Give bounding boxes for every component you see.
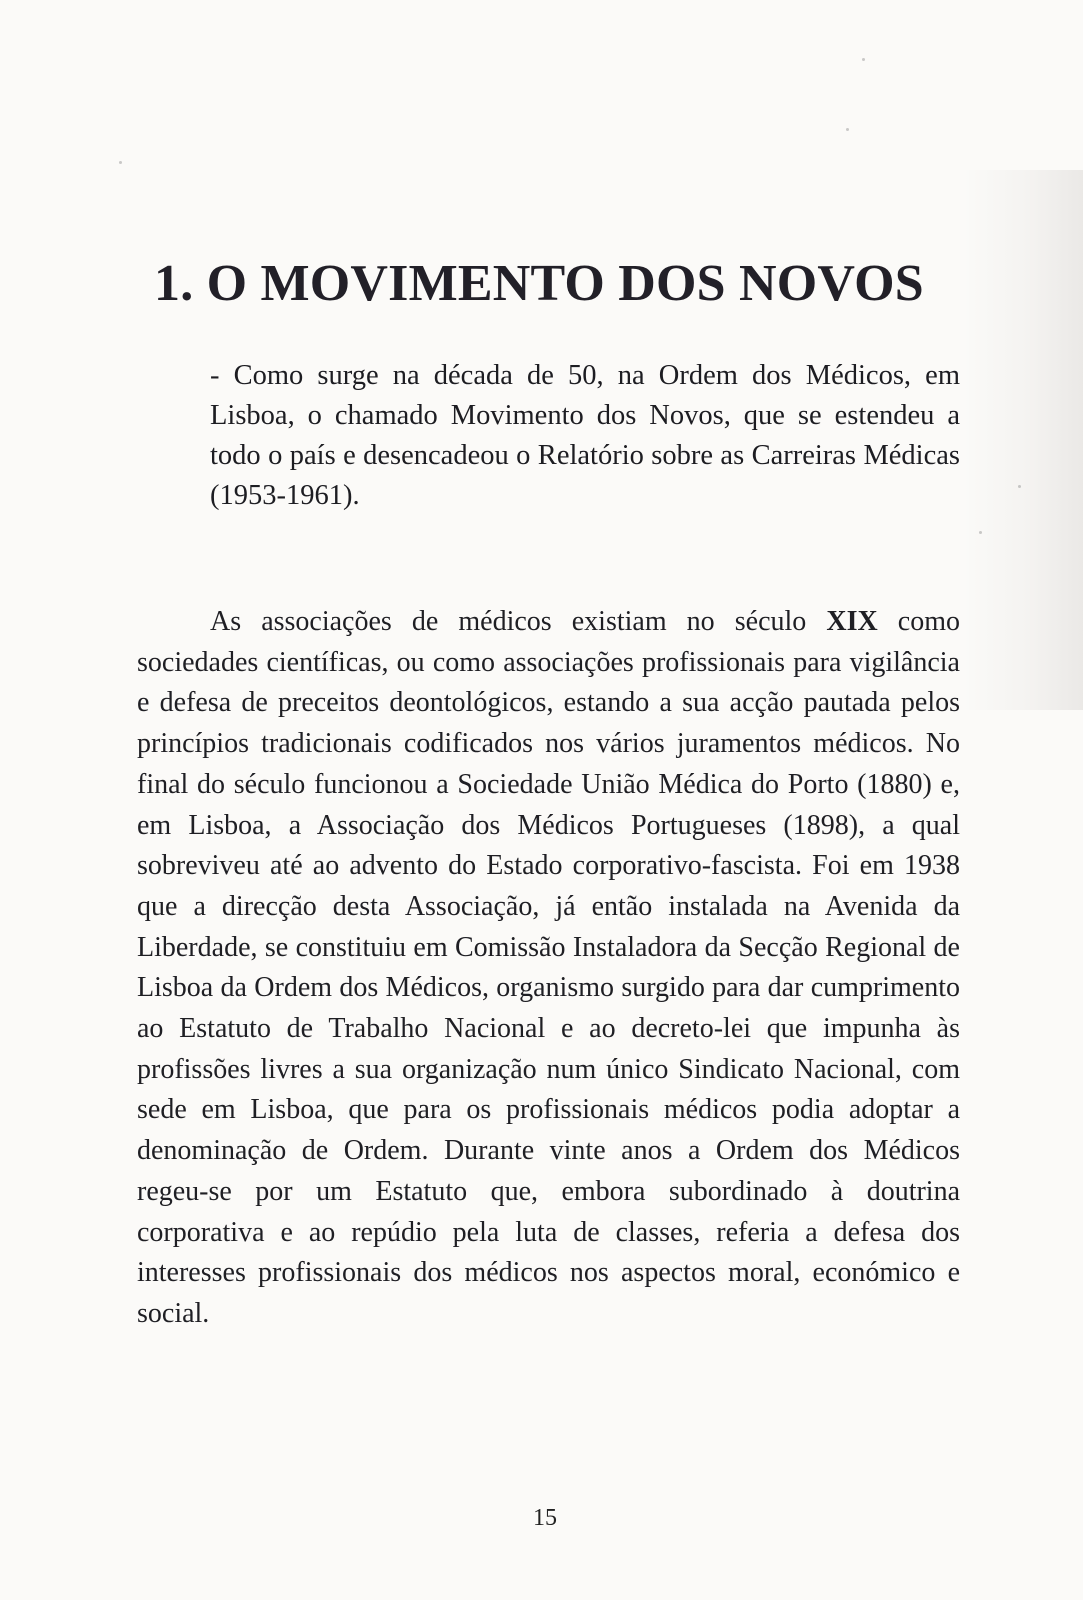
paper-speck [862, 58, 865, 61]
body-text-start: As associações de médicos existiam no século [210, 606, 827, 637]
chapter-summary: - Como surge na década de 50, na Ordem dos Médicos, em Lisboa, o chamado Movimento dos Novos, que se estendeu a todo o país e desencadeou o Relatório sobre as Carreiras Médicas (1953-1961). [210, 360, 960, 511]
chapter-heading: 1. O MOVIMENTO DOS NOVOS [154, 255, 924, 312]
show-through-shadow [963, 170, 1083, 710]
roman-century-term: XIX [826, 606, 878, 637]
paper-speck [1018, 485, 1021, 488]
body-text-continuation: como sociedades científicas, ou como associações profissionais para vigilância e defesa de preceitos deontológicos, estando a sua acção pautada pelos princípios tradicionais codificados nos vários juramentos médicos. No final do século funcionou a Sociedade União Médica do Porto (1880) e, em Lisboa, a Associação dos Médicos Portugueses (1898), a qual sobreviveu até ao advento do Estado corporativo-fascista. Foi em 1938 que a direcção desta Associação, já então instalada na Avenida da Liberdade, se constituiu em Comissão Instaladora da Secção Regional de Lisboa da Ordem dos Médicos, organismo surgido para dar cumprimento ao Estatuto de Trabalho Nacional e ao decreto-lei que impunha às profissões livres a sua organização num único Sindicato Nacional, com sede em Lisboa, que para os profissionais médicos podia adoptar a denominação de Ordem. Durante vinte anos a Ordem dos Médicos regeu-se por um Estatuto que, embora subordinado à doutrina corporativa e ao repúdio pela luta de classes, referia a defesa dos interesses profissionais dos médicos nos aspectos moral, económico e social. [137, 606, 960, 1329]
paper-speck [846, 128, 849, 131]
body-paragraph [137, 602, 960, 1335]
paper-speck [979, 531, 982, 534]
page-number: 15 [533, 1505, 557, 1531]
paper-speck [119, 161, 122, 164]
